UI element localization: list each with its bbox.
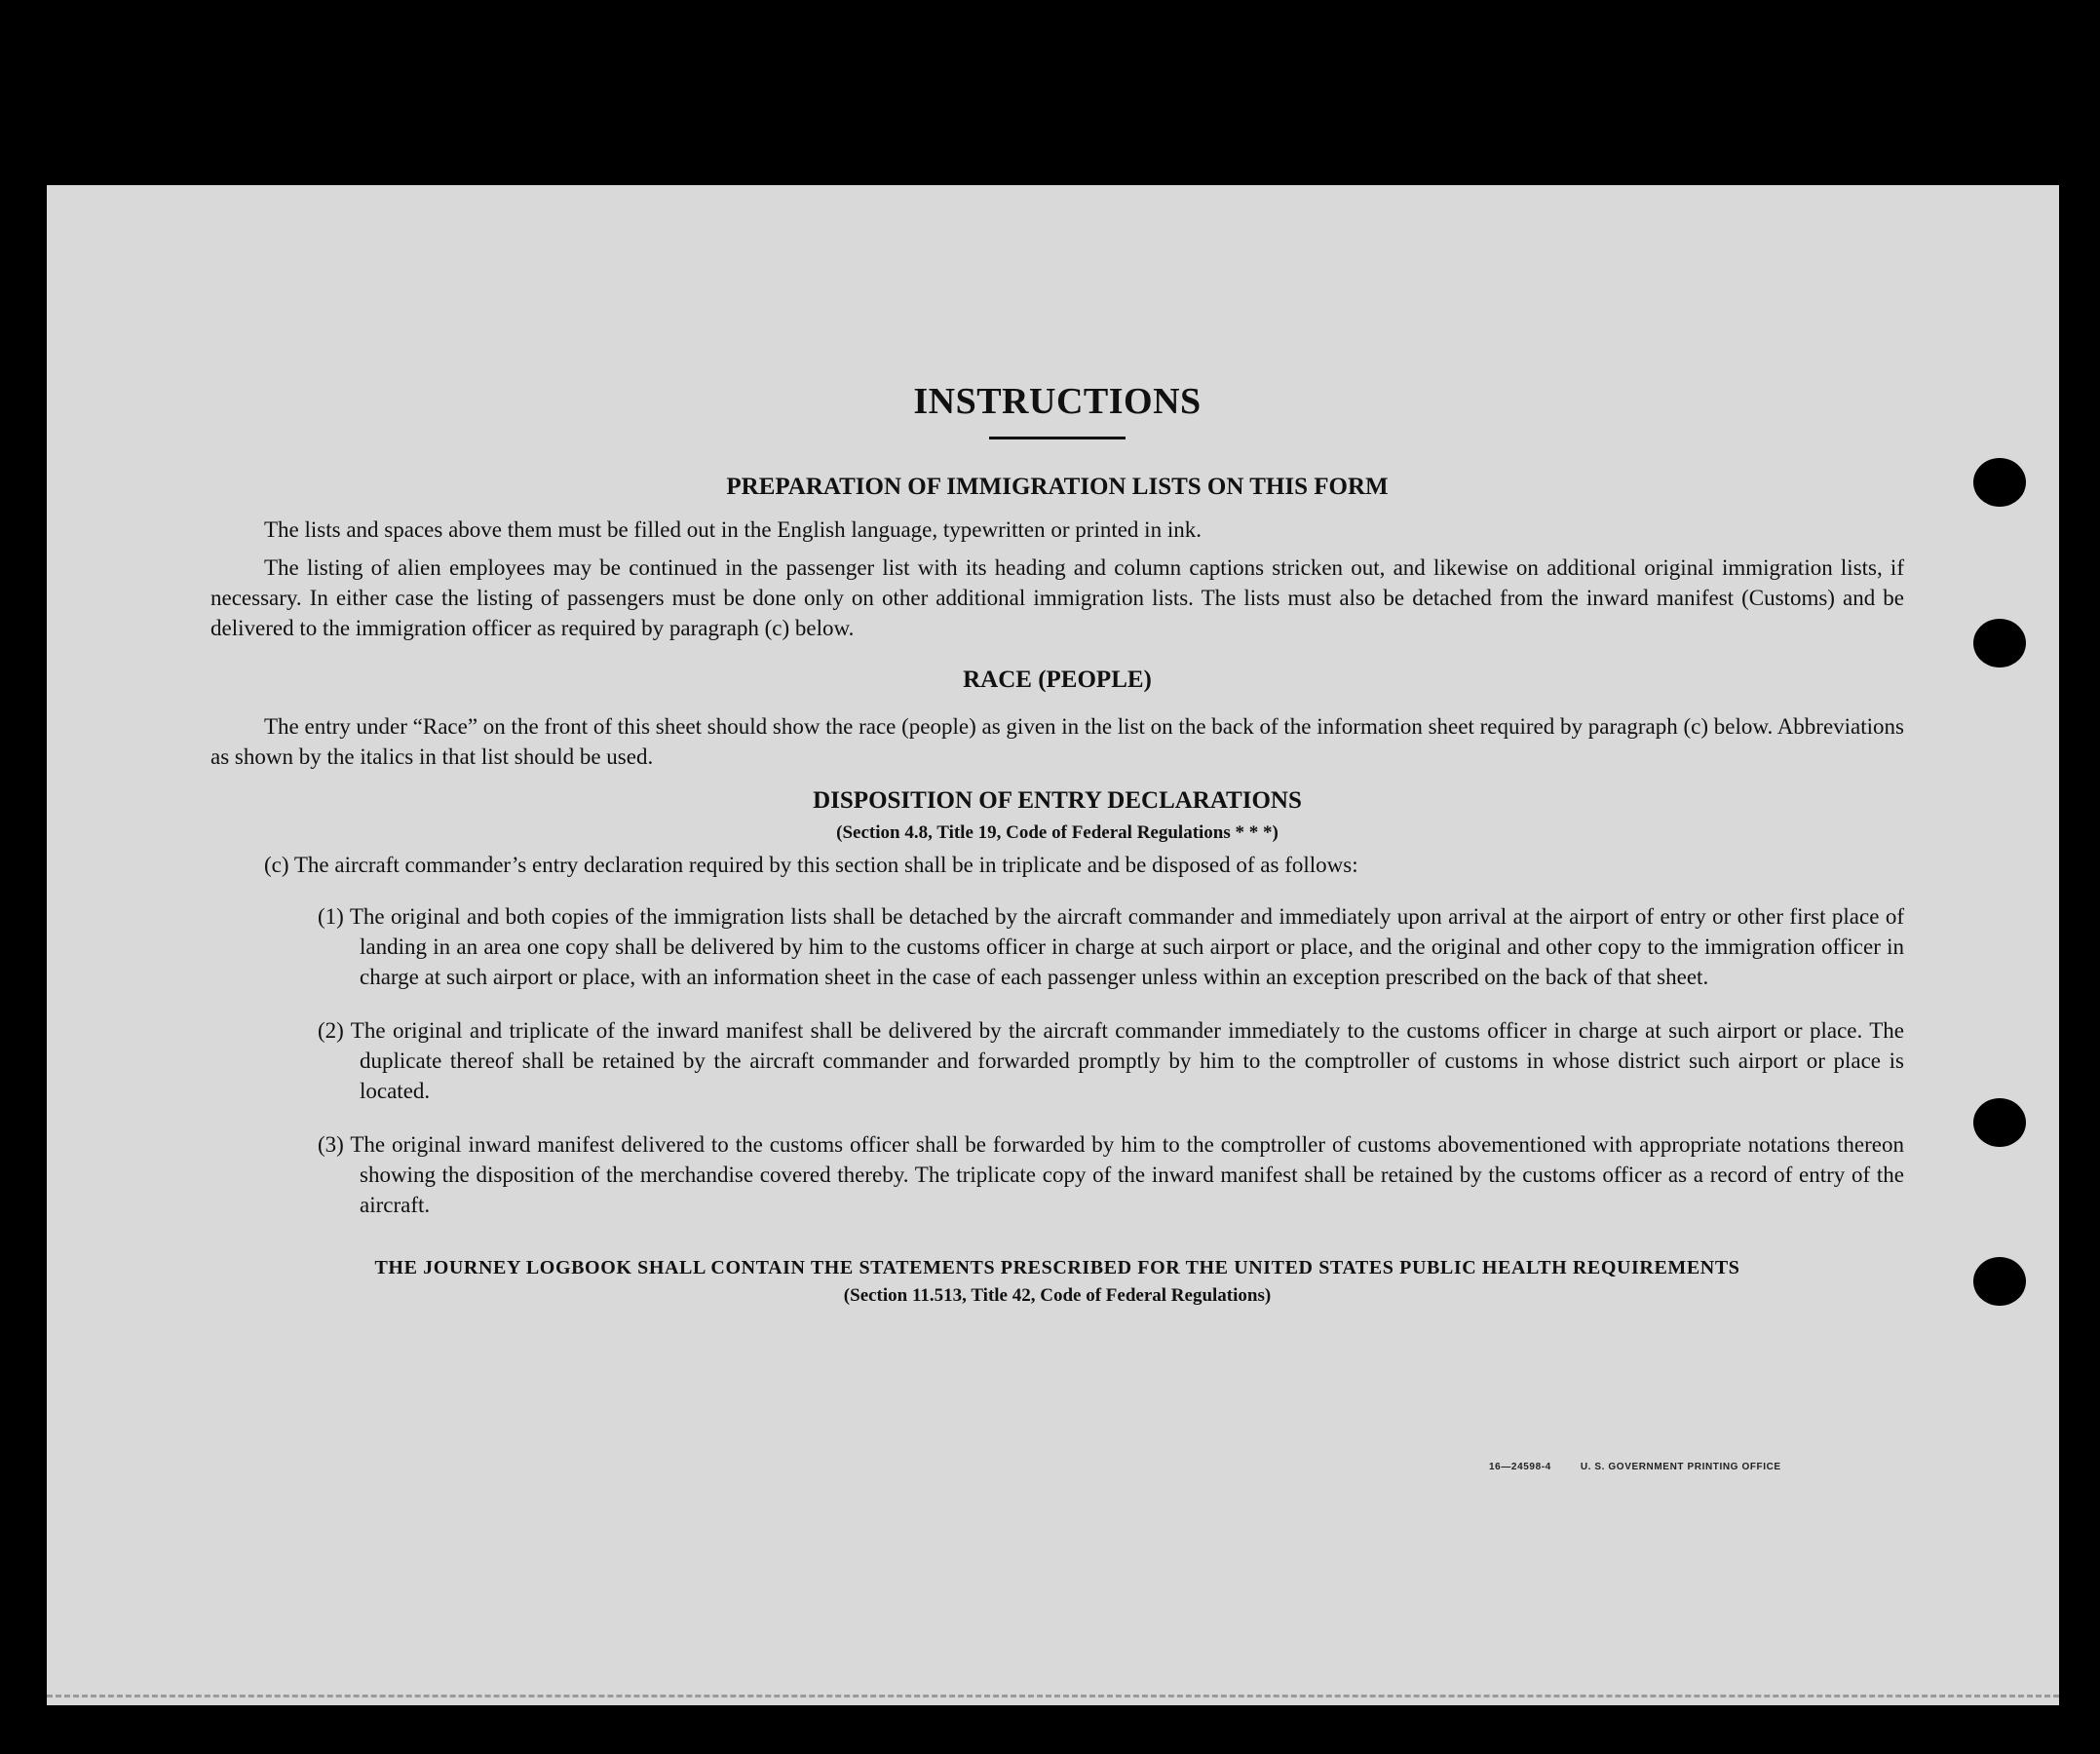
preparation-heading: PREPARATION OF IMMIGRATION LISTS ON THIS FORM [726,474,1389,500]
title-underline [989,437,1126,439]
printing-office-imprint [1489,1462,1781,1472]
clause-c: (c) The aircraft commander’s entry declaration required by this section shall be in triplicate and be disposed of as follows: [264,853,1358,877]
perforated-edge [47,1695,2059,1697]
punch-hole [1973,1257,2026,1306]
preparation-paragraph-2: The listing of alien employees may be continued in the passenger list with its heading and column captions stricken out, and likewise on additional original immigration lists, if necessary. In either case the listing of passengers must be done only on other additional immigration lists. The lists must also be detached from the inward manifest (Customs) and be delivered to the immigration officer as required by paragraph (c) below. [210,555,1904,640]
race-heading: RACE (PEOPLE) [963,667,1152,693]
punch-hole [1973,619,2026,667]
disposition-heading: DISPOSITION OF ENTRY DECLARATIONS [813,787,1302,814]
document-sheet [47,185,2059,1705]
disposition-item-1: (1) The original and both copies of the immigration lists shall be detached by the aircraft commander and immediately upon arrival at the airport of entry or other first place of landing in an area one copy shall be delivered by him to the customs officer in charge at such airport or place, and the original and other copy to the immigration officer in charge at such airport or place, with an information sheet in the case of each passenger unless within an exception prescribed on the back of that sheet. [318,904,1904,989]
punch-hole [1973,1098,2026,1147]
disposition-subheading: (Section 4.8, Title 19, Code of Federal Regulations * * *) [836,822,1279,843]
instructions-content [210,380,1904,1307]
page-title: INSTRUCTIONS [913,381,1202,422]
form-number: 16—24598-4 [1489,1462,1551,1472]
printer-name: U. S. GOVERNMENT PRINTING OFFICE [1580,1462,1781,1472]
disposition-item-2: (2) The original and triplicate of the inward manifest shall be delivered by the aircraft commander immediately to the customs officer in charge at such airport or place. The duplicate thereof shall be retained by the aircraft commander and forwarded promptly by him to the comptroller of customs in whose district such airport or place is located. [318,1018,1904,1103]
disposition-item-3: (3) The original inward manifest delivered to the customs officer shall be forwarded by him to the comptroller of customs abovementioned with appropriate notations thereon showing the disposition of the merchandise covered thereby. The triplicate copy of the inward manifest shall be retained by the customs officer as a record of entry of the aircraft. [318,1132,1904,1217]
race-paragraph: The entry under “Race” on the front of this sheet should show the race (people) as given in the list on the back of the information sheet required by paragraph (c) below. Abbreviations as shown by the italics in that list should be used. [210,714,1904,769]
health-requirements-statement: THE JOURNEY LOGBOOK SHALL CONTAIN THE STATEMENTS PRESCRIBED FOR THE UNITED STATES PUBLIC HEALTH REQUIREMENTS [374,1257,1740,1278]
health-requirements-reference: (Section 11.513, Title 42, Code of Federal Regulations) [843,1285,1272,1306]
punch-hole [1973,458,2026,507]
preparation-paragraph-1: The lists and spaces above them must be filled out in the English language, typewritten or printed in ink. [264,517,1202,542]
